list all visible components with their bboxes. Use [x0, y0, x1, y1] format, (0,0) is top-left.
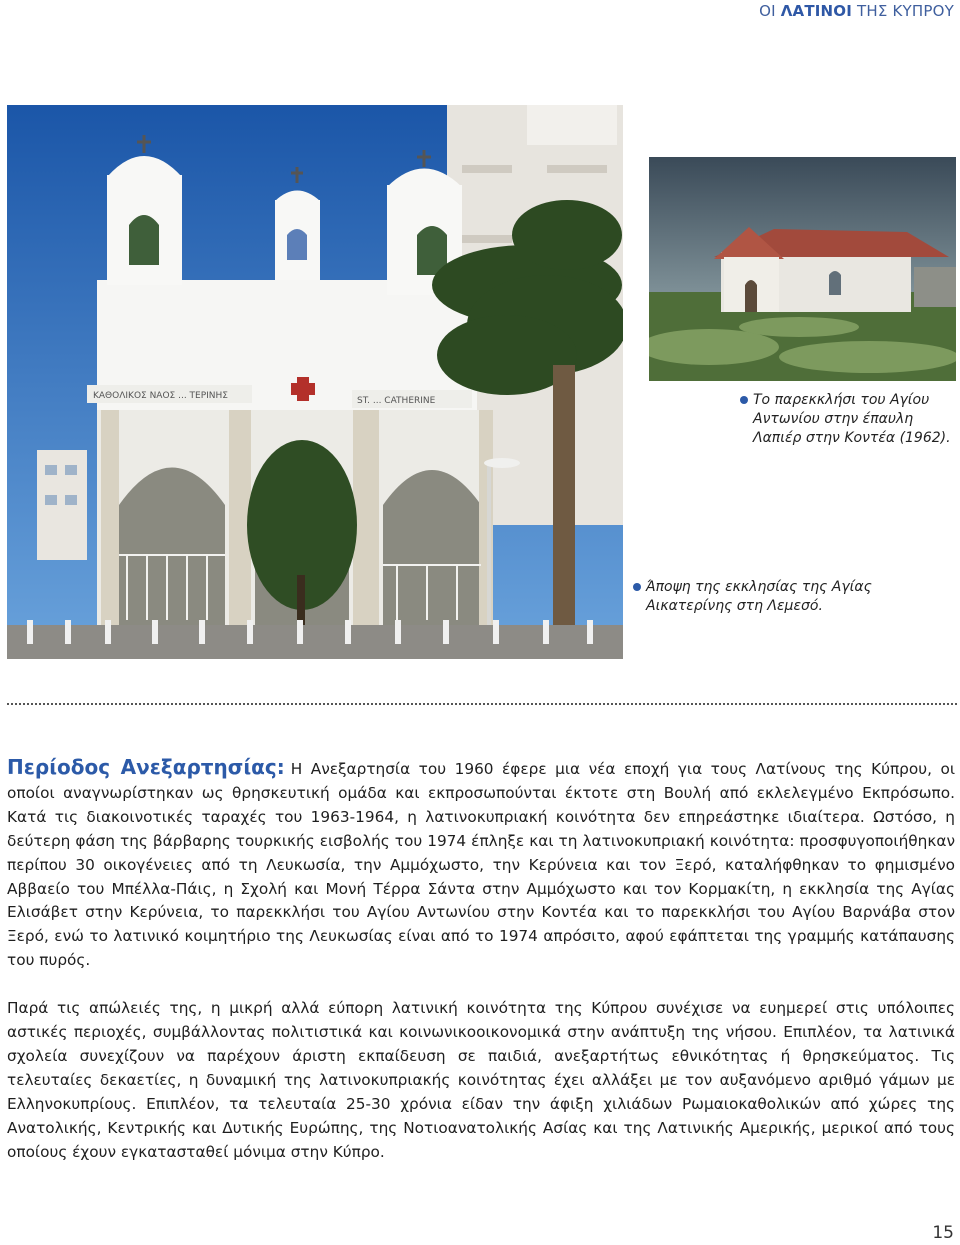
chapel-illustration: [649, 157, 956, 381]
photo-st-catherine-church: [7, 105, 623, 659]
header-suffix: ΤΗΣ ΚΥΠΡΟΥ: [857, 2, 954, 20]
header-highlight: ΛΑΤΙΝΟΙ: [780, 2, 853, 20]
caption-bullet-icon: [740, 396, 748, 404]
page-number: 15: [932, 1223, 954, 1243]
header-prefix: ΟΙ: [759, 2, 776, 20]
paragraph-independence: [7, 756, 955, 973]
paragraph-community: [7, 997, 955, 1164]
paragraph-1-text: Η Ανεξαρτησία του 1960 έφερε μια νέα εποχή για τους Λατίνους της Κύπρου, οι οποίοι αναγνωρίστηκαν ως θρησκευτική ομάδα και εκπροσωπούνται έκτοτε στη Βουλή από εκλελεγμένο Εκπρόσωπο. Κατά τις διακοινοτικές ταραχές του 1963-1964, η λατινοκυπριακή κοινότητα δεν επηρεάστηκε ιδιαίτερα. Ωστόσο, η δεύτερη φάση της βάρβαρης τουρκικής εισβολής του 1974 έπληξε και τη λατινοκυπριακή κοινότητα: προσφυγοποιήθηκαν περίπου 30 οικογένειες από τη Λευκωσία, την Αμμόχωστο, την Κερύνεια και τον Ξερό, καταλήφθηκαν το φημισμένο Αββαείο του Μπέλλα-Πάις, η Σχολή και Μονή Τέρρα Σάντα στην Αμμόχωστο και τον Κορμακίτη, η εκκλησία της Αγίας Ελισάβετ στην Κερύνεια, το παρεκκλήσι του Αγίου Αντωνίου στην Κοντέα και το παρεκκλήσι του Αγίου Βαρνάβα στον Ξερό, ενώ το λατινικό κοιμητήριο της Λευκωσίας είναι από το 1974 απρόσιτο, αφού εφάπτεται της γραμμής κατάπαυσης του πυρός.: [7, 760, 955, 970]
caption-chapel: [753, 391, 953, 448]
church-sign-right: ST. ... CATHERINE: [357, 396, 436, 406]
article-body: [7, 756, 955, 1165]
church-illustration: [7, 105, 623, 659]
caption-church-text: Άποψη της εκκλησίας της Αγίας Αικατερίνης στη Λεμεσό.: [646, 579, 872, 614]
section-heading: Περίοδος Ανεξαρτησίας:: [7, 755, 285, 779]
section-divider: [7, 703, 957, 705]
running-header: [759, 2, 954, 20]
paragraph-2-text: Παρά τις απώλειές της, η μικρή αλλά εύπορη λατινική κοινότητα της Κύπρου συνέχισε να ευημερεί στις υπόλοιπες αστικές περιοχές, συμβάλλοντας πολιτιστικά και κοινωνικοοικονομικά στην ανάπτυξη της νήσου. Επιπλέον, τα λατινικά σχολεία συνεχίζουν να παρέχουν άριστη εκπαίδευση σε παιδιά, ανεξαρτήτως εθνικότητας ή θρησκεύματος. Τις τελευταίες δεκαετίες, η δυναμική της λατινοκυπριακής κοινότητας έχει αλλάξει με τον αυξανόμενο αριθμό γάμων με Ελληνοκυπρίους. Επιπλέον, τα τελευταία 25-30 χρόνια είδαν την άφιξη χιλιάδων Ρωμαιοκαθολικών από χώρες της Ανατολικής, Κεντρικής και Δυτικής Ευρώπης, της Νοτιοανατολικής Ασίας και της Λατινικής Αμερικής, μερικοί από τους οποίους έχουν εγκατασταθεί μόνιμα στην Κύπρο.: [7, 999, 955, 1161]
caption-chapel-text: Το παρεκκλήσι του Αγίου Αντωνίου στην έπαυλη Λαπιέρ στην Κοντέα (1962).: [753, 392, 951, 446]
photo-st-antony-chapel: [649, 157, 956, 381]
church-sign-left: ΚΑΘΟΛΙΚΟΣ ΝΑΟΣ ... ΤΕΡΙΝΗΣ: [93, 391, 228, 401]
caption-church: [646, 578, 946, 616]
caption-bullet-icon: [633, 583, 641, 591]
